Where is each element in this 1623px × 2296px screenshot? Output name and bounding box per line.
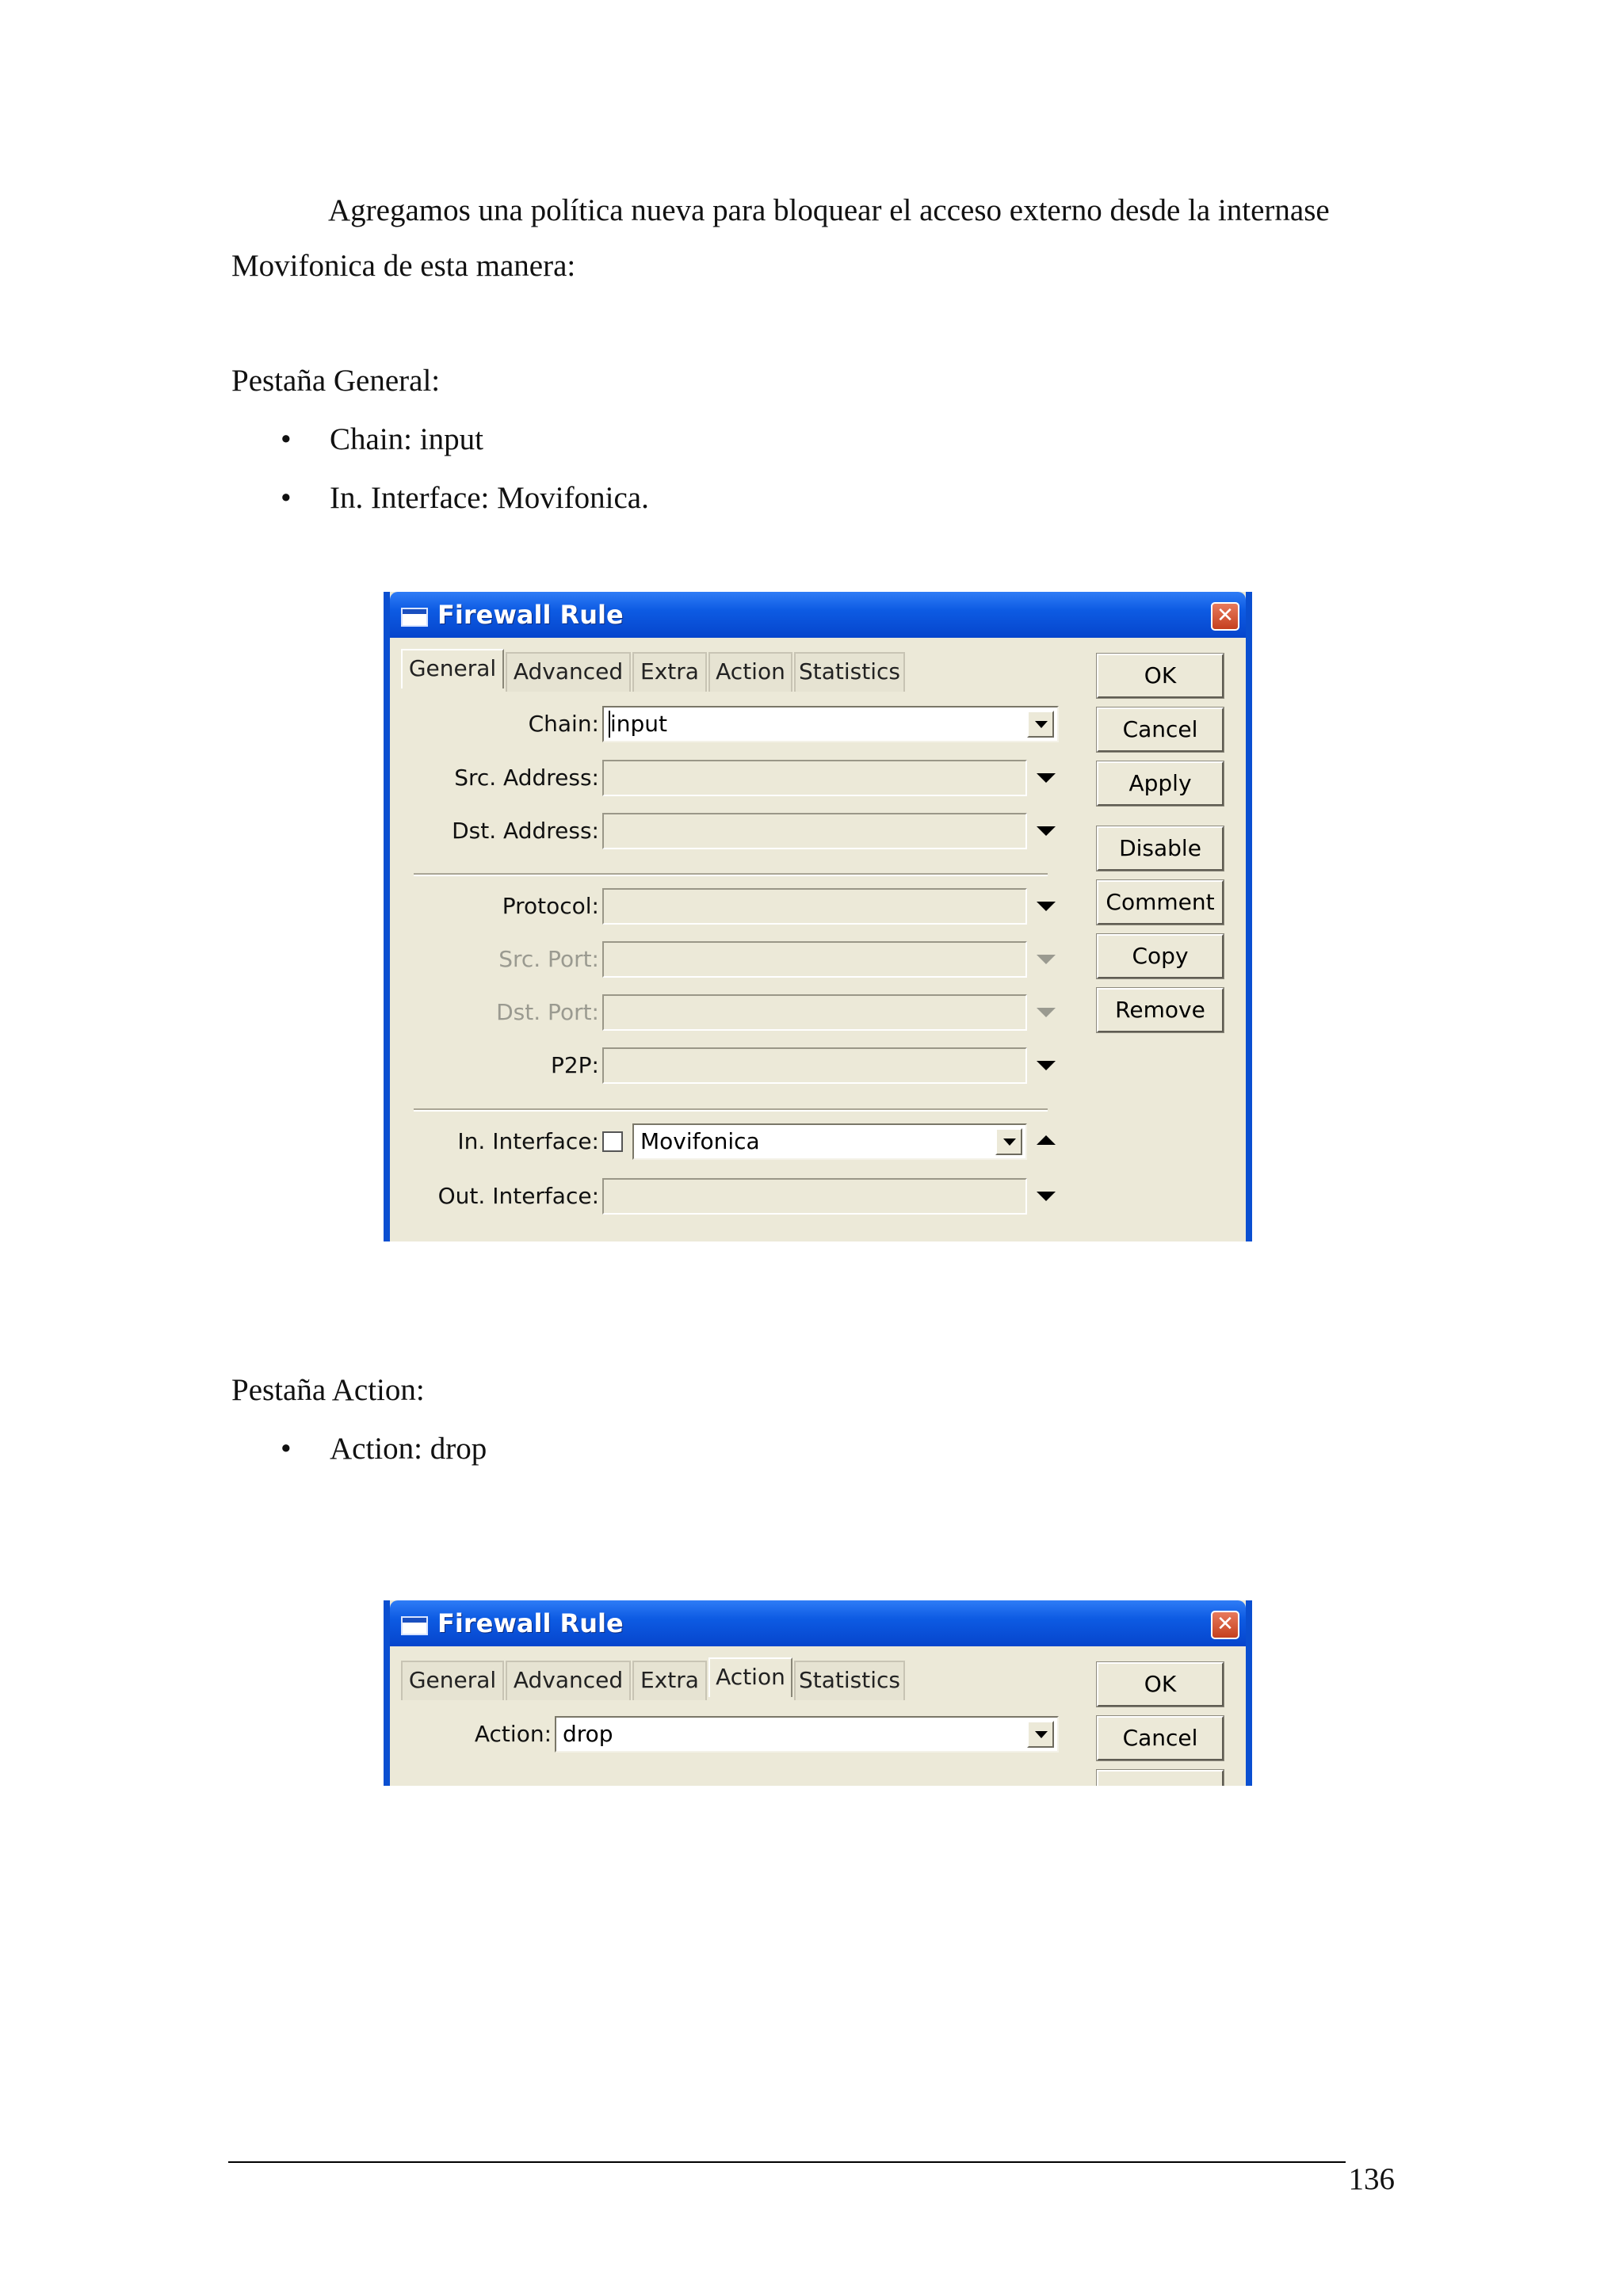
- expand-down-icon[interactable]: [1037, 1061, 1056, 1070]
- page-number: 136: [1348, 2162, 1395, 2196]
- protocol-field[interactable]: [602, 888, 1027, 925]
- tab-advanced[interactable]: Advanced: [506, 1661, 631, 1700]
- bullet-text: Chain: input: [330, 422, 483, 456]
- action-value: drop: [563, 1721, 613, 1747]
- expand-down-icon[interactable]: [1037, 773, 1056, 783]
- comment-button[interactable]: Comment: [1097, 880, 1224, 925]
- tab-strip: [401, 649, 1193, 690]
- remove-button[interactable]: Remove: [1097, 988, 1224, 1032]
- section-divider: [414, 1108, 1048, 1112]
- p2p-label: P2P:: [550, 1052, 599, 1078]
- protocol-label: Protocol:: [502, 893, 599, 919]
- p2p-field[interactable]: [602, 1047, 1027, 1084]
- out-interface-label: Out. Interface:: [437, 1183, 599, 1209]
- action-field[interactable]: [555, 1716, 1059, 1753]
- in-interface-label: In. Interface:: [457, 1128, 599, 1154]
- section-heading-general: Pestaña General:: [231, 364, 441, 398]
- src-address-label: Src. Address:: [454, 765, 599, 791]
- tab-statistics[interactable]: Statistics: [794, 1661, 905, 1700]
- chain-field[interactable]: [602, 706, 1059, 742]
- expand-down-icon[interactable]: [1037, 826, 1056, 836]
- expand-down-icon[interactable]: [1037, 1192, 1056, 1201]
- apply-button[interactable]: Apply: [1097, 761, 1224, 806]
- firewall-rule-dialog-general: [384, 592, 1252, 1241]
- section-heading-action: Pestaña Action:: [231, 1373, 425, 1407]
- expand-down-icon: [1037, 1008, 1056, 1017]
- apply-button-partial[interactable]: [1097, 1770, 1224, 1786]
- bullet-text: In. Interface: Movifonica.: [330, 481, 649, 515]
- ok-button[interactable]: OK: [1097, 654, 1224, 698]
- dropdown-arrow-icon[interactable]: [995, 1128, 1022, 1155]
- cancel-button[interactable]: Cancel: [1097, 1716, 1224, 1760]
- footer-rule: [228, 2161, 1346, 2163]
- expand-down-icon: [1037, 955, 1056, 964]
- tab-extra[interactable]: Extra: [632, 1661, 707, 1700]
- tab-action[interactable]: Action: [708, 1657, 792, 1697]
- dialog-titlebar[interactable]: [390, 592, 1246, 638]
- action-label: Action:: [474, 1721, 552, 1747]
- window-icon: [401, 1616, 428, 1635]
- bullet-text: Action: drop: [330, 1432, 487, 1466]
- disable-button[interactable]: Disable: [1097, 826, 1224, 871]
- bullet-glyph: •: [281, 422, 292, 456]
- section-divider: [414, 873, 1048, 876]
- in-interface-negate-checkbox[interactable]: [602, 1131, 623, 1152]
- dialog-title: Firewall Rule: [437, 600, 624, 630]
- bullet-glyph: •: [281, 1432, 292, 1466]
- close-icon[interactable]: ✕: [1211, 602, 1239, 631]
- src-address-field[interactable]: [602, 760, 1027, 796]
- intro-paragraph-line2: Movifonica de esta manera:: [231, 249, 576, 283]
- expand-down-icon[interactable]: [1037, 902, 1056, 911]
- dropdown-arrow-icon[interactable]: [1027, 1721, 1054, 1748]
- firewall-rule-dialog-action: [384, 1600, 1252, 1786]
- tab-statistics[interactable]: Statistics: [794, 652, 905, 692]
- close-icon[interactable]: ✕: [1211, 1611, 1239, 1639]
- in-interface-field[interactable]: [632, 1123, 1027, 1160]
- tab-advanced[interactable]: Advanced: [506, 652, 631, 692]
- chain-label: Chain:: [528, 711, 599, 737]
- copy-button[interactable]: Copy: [1097, 934, 1224, 978]
- dst-port-field: [602, 994, 1027, 1031]
- tab-strip: [401, 1657, 1193, 1699]
- dst-port-label: Dst. Port:: [496, 999, 599, 1025]
- tab-extra[interactable]: Extra: [632, 652, 707, 692]
- collapse-up-icon[interactable]: [1037, 1135, 1056, 1145]
- tab-general[interactable]: General: [401, 649, 504, 688]
- src-port-field: [602, 941, 1027, 978]
- cancel-button[interactable]: Cancel: [1097, 707, 1224, 752]
- dst-address-label: Dst. Address:: [452, 818, 599, 844]
- in-interface-value: Movifonica: [640, 1128, 760, 1154]
- dialog-title: Firewall Rule: [437, 1608, 624, 1638]
- chain-value: input: [610, 711, 668, 737]
- out-interface-field[interactable]: [602, 1178, 1027, 1215]
- tab-action[interactable]: Action: [708, 652, 792, 692]
- dialog-titlebar[interactable]: [390, 1600, 1246, 1646]
- tab-general[interactable]: General: [401, 1661, 504, 1700]
- dropdown-arrow-icon[interactable]: [1027, 711, 1054, 738]
- dst-address-field[interactable]: [602, 813, 1027, 849]
- ok-button[interactable]: OK: [1097, 1662, 1224, 1707]
- src-port-label: Src. Port:: [498, 946, 599, 972]
- intro-paragraph-line1: Agregamos una política nueva para bloquear el acceso externo desde la internase: [328, 193, 1330, 227]
- bullet-glyph: •: [281, 481, 292, 515]
- window-icon: [401, 608, 428, 627]
